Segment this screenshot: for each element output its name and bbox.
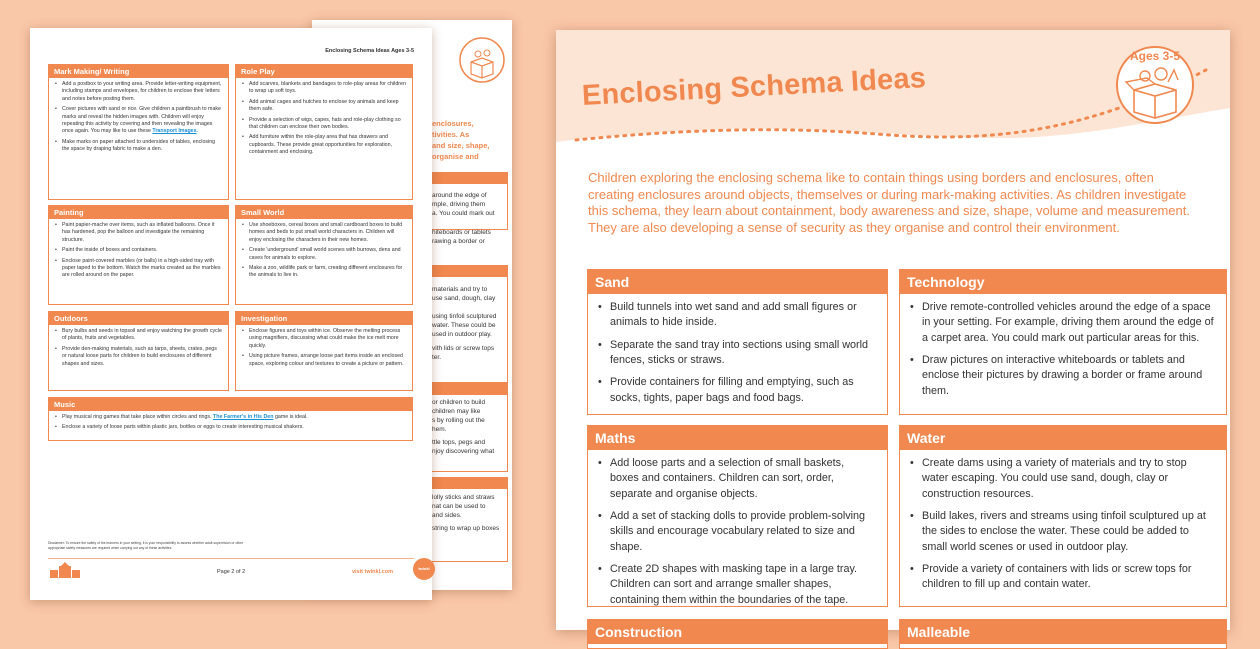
page-two-header: Enclosing Schema Ideas Ages 3-5 [325, 48, 414, 54]
section-maths [587, 425, 888, 607]
page-one [556, 30, 1230, 640]
section-title: Malleable [900, 620, 1226, 644]
section-title: Mark Making/ Writing [49, 65, 228, 78]
back-line: s by rolling out the [432, 417, 485, 424]
back-line: around the edge of [432, 192, 487, 199]
list-item: • Separate the sand tray into sections using small world fences, sticks or straws. [598, 338, 875, 369]
back-line: using tinfoil sculptured [432, 313, 497, 320]
section-mark-making [48, 64, 229, 200]
list-item: • Enclose figures and toys within ice. Observe the melting process using magnifiers, discussing what could make the ice melt more quickly. [242, 328, 407, 350]
list-item: • Provide den-making materials, such as tarps, sheets, crates, pegs or natural loose parts for children to build enclosures of different shapes and sizes. [55, 346, 223, 368]
list-item: • Draw pictures on interactive whiteboards or tablets and enclose their pictures by drawing a border or frame around them. [910, 353, 1214, 399]
back-line: njoy discovering what [432, 448, 495, 455]
back-line: materials and try to [432, 286, 488, 293]
site-link[interactable]: visit twinkl.com [352, 569, 393, 575]
list-item: • Provide a selection of wigs, capes, hats and role-play clothing so that children can enclose their own bodies. [242, 117, 407, 132]
footer-divider [48, 558, 414, 559]
list-item: • Use shoeboxes, cereal boxes and small cardboard boxes to build homes and beds to put small world characters in. Children will enjoy enclosing the characters in their new homes. [242, 222, 407, 244]
list-item-text: game is ideal. [274, 414, 308, 420]
back-line: nat can be used to [432, 503, 486, 510]
section-title: Sand [588, 270, 887, 294]
list-item: • Add scarves, blankets and bandages to role-play areas for children to wrap up soft toys. [242, 81, 407, 96]
list-item: • Make a zoo, wildlife park or farm, creating different enclosures for the animals to live in. [242, 265, 407, 280]
section-title: Water [900, 426, 1226, 450]
page-two [30, 28, 432, 600]
section-title: Painting [49, 206, 228, 219]
back-line: lolly sticks and straws [432, 494, 495, 501]
section-music [48, 397, 413, 441]
back-line: mple, driving them [432, 201, 486, 208]
list-item: • Paint the inside of boxes and containers. [55, 247, 223, 254]
list-item: • Provide a variety of containers with lids or screw tops for children to fill up and contain water. [910, 562, 1214, 593]
back-fragment: enclosures, [432, 119, 474, 128]
section-investigation [235, 311, 413, 391]
disclaimer: Disclaimer: To ensure the safety of the learners in your setting, it is your responsibility to assess whether adult supervision or other appropriate safety measures are required when carrying out any of these activities. [48, 541, 244, 550]
back-fragment: and size, shape, [432, 141, 490, 150]
list-item: • Drive remote-controlled vehicles around the edge of a space in your setting. For example, driving them around the edge of a carpet area. You could mark out particular areas for this. [910, 300, 1214, 346]
back-line: or children to build [432, 399, 486, 406]
back-line: vith lids or screw tops [432, 345, 495, 352]
page-title: Enclosing Schema Ideas [581, 61, 927, 112]
back-line: hiteboards or tablets [432, 229, 491, 236]
list-item: • Provide containers for filling and emptying, such as socks, tights, paper bags and food bags. [598, 375, 875, 406]
list-item: • Cover pictures with sand or rice. Give children a paintbrush to make marks and reveal the hidden images with. Children will enjoy repeating this activity by covering and then revealing the images once again. You may like to use these Transport Images. [55, 106, 223, 136]
section-role-play [235, 64, 413, 200]
back-line: rawing a border or [432, 238, 485, 245]
list-item-text: Play musical ring games that take place within circles and rings. [62, 414, 212, 420]
back-line: ter. [432, 354, 442, 361]
back-line: ttle tops, pegs and [432, 439, 486, 446]
back-line: water. These could be [432, 322, 496, 329]
back-fragment: tivities. As [432, 130, 470, 139]
building-blocks-icon [50, 562, 80, 578]
list-item: • Enclose a variety of loose parts within plastic jars, bottles or eggs to create interesting musical shakers. [55, 424, 407, 431]
back-line: used in outdoor play. [432, 331, 492, 338]
list-item: • Create 'underground' small world scenes with burrows, dens and caves for animals to explore. [242, 247, 407, 262]
back-fragment: organise and [432, 152, 479, 161]
section-small-world [235, 205, 413, 305]
back-line: hem. [432, 426, 447, 433]
back-line: use sand, dough, clay [432, 295, 496, 302]
section-water [899, 425, 1227, 607]
back-line: a. You could mark out [432, 210, 495, 217]
section-title: Technology [900, 270, 1226, 294]
section-malleable [899, 619, 1227, 649]
section-title: Role Play [236, 65, 412, 78]
list-item: • Add loose parts and a selection of small baskets, boxes and containers. Children can sort, order, separate and organise objects. [598, 456, 875, 502]
intro-text: Children exploring the enclosing schema like to contain things using borders and enclosures, often creating enclosures around objects, themselves or during mark-making activities. As children investigate this schema, they learn about containment, body awareness and size, shape, volume and measurement. They are also developing a sense of security as they organise and control their environment. [588, 170, 1190, 235]
list-item: • Enclose paint-covered marbles (or balls) in a high-sided tray with paper taped to the bottom. Watch the marks created as the marbles are rolled around on the paper. [55, 258, 223, 280]
list-item [55, 414, 407, 421]
list-item: • Build tunnels into wet sand and add small figures or animals to hide inside. [598, 300, 875, 331]
section-construction [587, 619, 888, 649]
section-title: Outdoors [49, 312, 228, 325]
section-title: Construction [588, 620, 887, 644]
section-technology [899, 269, 1227, 415]
list-item: • Using picture frames, arrange loose part items inside an enclosed space, exploring colour and textures to create a picture or pattern. [242, 353, 407, 368]
back-line: and sides. [432, 512, 462, 519]
list-item: • Create 2D shapes with masking tape in a large tray. Children can sort and arrange smaller shapes, containing them within the boundaries of the tape. [598, 562, 875, 608]
twinkl-logo-icon: twinkl [413, 558, 435, 580]
back-line: children may like [432, 408, 481, 415]
section-title: Music [49, 398, 412, 411]
list-item: • Build lakes, rivers and streams using tinfoil sculptured up at the sides to enclose the water. These could be added to small world scenes or used in outdoor play. [910, 509, 1214, 555]
transport-images-link[interactable]: Transport Images [152, 128, 197, 135]
list-item: • Add furniture within the role-play area that has drawers and cupboards. These provide great opportunities for exploration, containment and enclosing. [242, 134, 407, 156]
list-item: • Bury bulbs and seeds in topsoil and enjoy watching the growth cycle of plants, fruits and vegetables. [55, 328, 223, 343]
list-item: • Paint papier-mache over items, such as inflated balloons. Once it has hardened, pop the balloon and investigate the remaining structure. [55, 222, 223, 244]
back-page-toy-box-icon [454, 30, 510, 86]
age-badge-label: Ages 3-5 [1129, 49, 1181, 63]
section-title: Maths [588, 426, 887, 450]
section-title: Investigation [236, 312, 412, 325]
list-item: • Add a postbox to your writing area. Provide letter-writing equipment, including stamps and envelopes, for children to enclose their letters and notes before posting them. [55, 81, 223, 103]
farmers-den-link[interactable]: The Farmer's in His Den [213, 414, 274, 420]
list-item: • Create dams using a variety of materials and try to stop water escaping. You could use sand, dough, clay or construction resources. [910, 456, 1214, 502]
list-item: • Add a set of stacking dolls to provide problem-solving skills and encourage vocabulary related to size and shape. [598, 509, 875, 555]
section-sand [587, 269, 888, 415]
list-item: • Make marks on paper attached to undersides of tables, enclosing the space by draping fabric to make a den. [55, 139, 223, 154]
section-painting [48, 205, 229, 305]
page-number: Page 2 of 2 [217, 569, 246, 575]
back-line: string to wrap up boxes [432, 525, 500, 532]
section-outdoors [48, 311, 229, 391]
list-item: • Add animal cages and hutches to enclose toy animals and keep them safe. [242, 99, 407, 114]
section-title: Small World [236, 206, 412, 219]
toy-box-icon [1112, 38, 1198, 128]
list-item-text: Cover pictures with sand or rice. Give children a paintbrush to make marks and reveal the hidden images with. Children will enjoy repeating this activity by covering and then revealing the images once again. You may like to use these [62, 106, 221, 135]
